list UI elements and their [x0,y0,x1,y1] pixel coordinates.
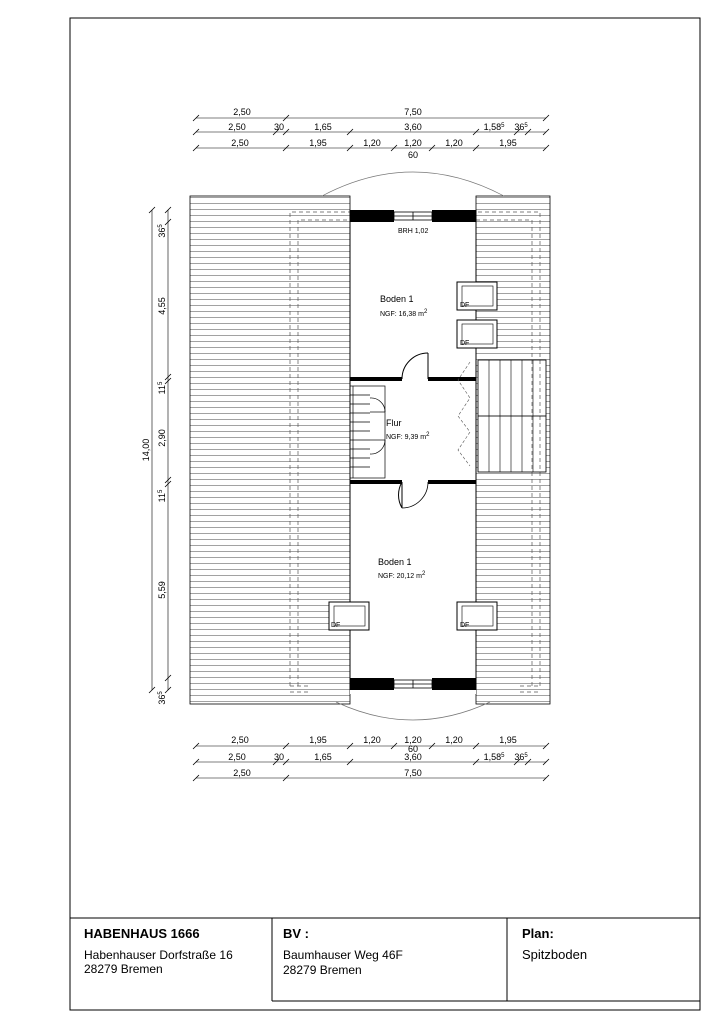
dim-label: $36^5$ [157,691,167,705]
dim-label: 2,50 [231,735,249,745]
room-name-boden-bottom: Boden 1 [378,557,412,567]
dim-label: 14,00 [141,438,151,462]
skylight-1 [457,282,497,310]
room-name-boden-top: Boden 1 [380,294,414,304]
dim-label: 2,50 [233,768,251,778]
title-block [70,918,700,1001]
dimension-labels-bottom [228,735,528,778]
plan-title: Plan: [522,926,554,941]
skylight-3 [329,602,369,630]
dim-label: 1,20 [445,138,463,148]
dim-label: $36^5$ [157,224,167,238]
skylight-label: DF [460,622,470,629]
dim-label: 60 [407,744,419,754]
gable-arc-bottom [336,702,490,720]
dim-label: 1,58$^5$ [483,122,505,132]
project-address-line1: Habenhauser Dorfstraße 16 [84,948,233,962]
dim-label: 4,55 [157,297,167,315]
plan-name: Spitzboden [522,947,588,962]
dim-label: 1,20 [404,138,422,148]
bv-address-line1: Baumhauser Weg 46F [283,948,403,962]
dim-label: 3,60 [404,122,422,132]
dim-label: $36^5$ [514,122,528,132]
dim-label: 5,59 [157,581,167,599]
dim-label: $11^5$ [157,489,167,503]
bv-title: BV : [283,926,309,941]
skylight-2 [457,320,497,348]
dim-label: 1,20 [363,138,381,148]
dim-label: 2,50 [228,752,246,762]
dim-label: 2,50 [233,107,251,117]
project-title: HABENHAUS 1666 [84,926,200,941]
room-area-flur: NGF: 9,39 m2 [386,432,430,441]
dim-label: $36^5$ [514,752,528,762]
dim-label: 1,95 [499,735,517,745]
dimension-labels-left [141,224,167,705]
dim-label: 2,90 [157,429,167,447]
dimension-chain-left [152,210,168,690]
gable-arc-top [322,172,504,196]
skylight-label: DF [460,302,470,309]
dim-label: 60 [407,150,419,160]
dim-label: 1,95 [309,735,327,745]
room-name-flur: Flur [386,418,402,428]
dim-label: 1,95 [499,138,517,148]
skylight-4 [457,602,497,630]
skylight-label: DF [460,340,470,347]
dim-label: $11^5$ [157,381,167,395]
bv-address-line2: 28279 Bremen [283,963,362,977]
room-area-boden-top: NGF: 16,38 m2 [380,309,428,318]
project-address-line2: 28279 Bremen [84,962,163,976]
dim-label: 2,50 [228,122,246,132]
dim-label: 1,20 [363,735,381,745]
dim-label: 1,20 [445,735,463,745]
dim-label: 1,95 [309,138,327,148]
window-sill-label: BRH 1,02 [398,228,429,235]
dim-label: 30 [273,122,285,132]
skylight-label: DF [331,622,341,629]
dim-label: 7,50 [404,107,422,117]
dim-label: 7,50 [404,768,422,778]
dim-label: 1,58$^5$ [483,752,505,762]
dim-label: 3,60 [404,752,422,762]
room-area-boden-bottom: NGF: 20,12 m2 [378,571,426,580]
dim-label: 1,65 [314,122,332,132]
dim-label: 1,20 [404,735,422,745]
dimension-labels-top [228,107,528,160]
dim-label: 2,50 [231,138,249,148]
dim-label: 1,65 [314,752,332,762]
dim-label: 30 [273,752,285,762]
